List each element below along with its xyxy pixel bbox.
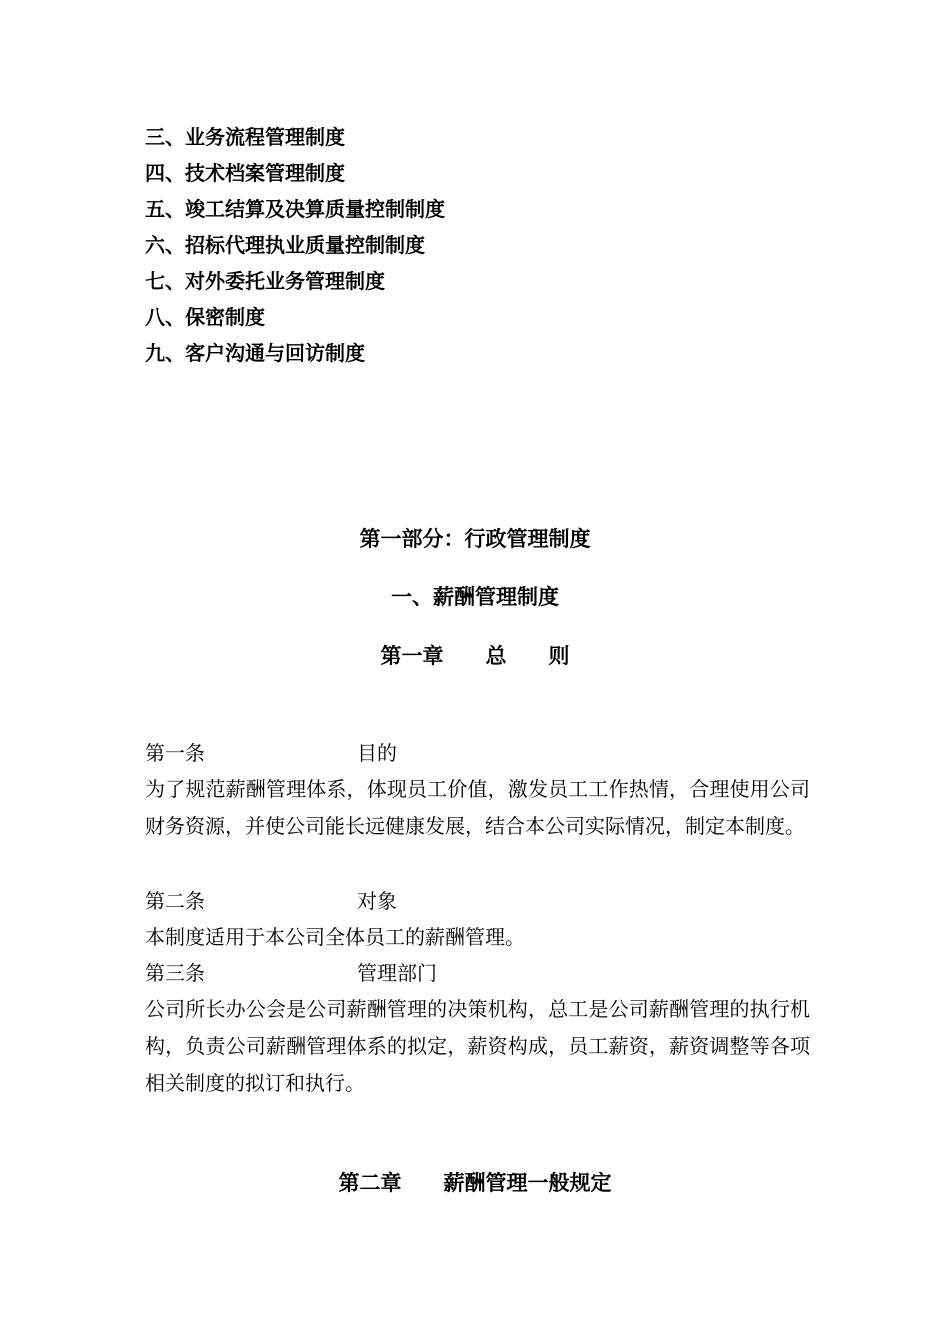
toc-item: 九、客户沟通与回访制度 <box>145 341 365 365</box>
article-body: 本制度适用于本公司全体员工的薪酬管理。 <box>145 925 525 949</box>
article-number: 第二条 <box>145 889 205 913</box>
article-number: 第三条 <box>145 961 205 985</box>
toc-item: 四、技术档案管理制度 <box>145 161 345 185</box>
article-heading <box>145 886 397 916</box>
chapter-title: 第一章 总 则 <box>380 644 570 668</box>
article-title: 管理部门 <box>357 961 437 985</box>
article-title: 对象 <box>357 889 397 913</box>
section-title: 一、薪酬管理制度 <box>391 585 559 609</box>
article-heading <box>145 738 397 768</box>
article-body: 公司所长办公会是公司薪酬管理的决策机构，总工是公司薪酬管理的执行机构，负责公司薪酬管理体系的拟定，薪资构成，员工薪资，薪资调整等各项相关制度的拟订和执行。 <box>145 997 810 1095</box>
toc-item: 八、保密制度 <box>145 305 265 329</box>
toc-item: 六、招标代理执业质量控制制度 <box>145 233 425 257</box>
article-number: 第一条 <box>145 741 205 765</box>
article-title: 目的 <box>357 741 397 765</box>
article-heading <box>145 958 437 988</box>
article-body: 为了规范薪酬管理体系，体现员工价值，激发员工工作热情，合理使用公司财务资源，并使公司能长远健康发展，结合本公司实际情况，制定本制度。 <box>145 777 810 838</box>
table-of-contents <box>145 119 445 371</box>
toc-item: 三、业务流程管理制度 <box>145 125 345 149</box>
toc-item: 五、竣工结算及决算质量控制制度 <box>145 197 445 221</box>
toc-item: 七、对外委托业务管理制度 <box>145 269 385 293</box>
part-title: 第一部分：行政管理制度 <box>359 527 591 551</box>
chapter-title: 第二章 薪酬管理一般规定 <box>338 1171 612 1195</box>
